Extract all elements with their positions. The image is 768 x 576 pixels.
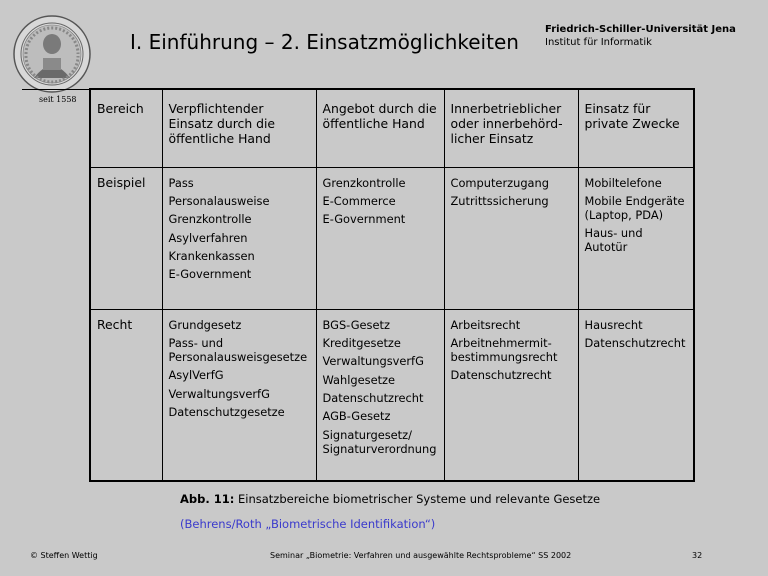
cell-line-item: BGS-Gesetz [322, 317, 390, 332]
cell-line-item: Pass- und Personalausweisgesetze [168, 335, 308, 364]
cell-line-item: VerwaltungsverfG [168, 386, 270, 401]
figure-source: (Behrens/Roth „Biometrische Identifikation“) [180, 517, 436, 531]
cell-line-item: Mobile Endgeräte (Laptop, PDA) [584, 193, 685, 222]
cell-line-item: Personalausweise [168, 193, 270, 208]
table-header-cell: Innerbetrieblicher oder innerbehörd-licher Einsatz [444, 89, 578, 167]
table-header-cell: Bereich [90, 89, 162, 167]
cell-line-item: Datenschutzrecht [450, 368, 552, 383]
cell-line-item: Grundgesetz [168, 317, 242, 332]
cell-line-item: Wahlgesetze [322, 372, 396, 387]
row-label: Beispiel [90, 167, 162, 309]
cell-line-item: Datenschutzgesetze [168, 405, 285, 420]
table-cell [578, 309, 694, 481]
table-cell [316, 167, 444, 309]
cell-line-item: E-Commerce [322, 193, 396, 208]
cell-line-item: Asylverfahren [168, 230, 248, 245]
cell-line-item: Signaturgesetz/ Signaturverordnung [322, 427, 437, 456]
usage-table [89, 88, 695, 482]
cell-line-item: Datenschutzrecht [322, 391, 424, 406]
university-seal-icon [12, 14, 92, 94]
slide-title: I. Einführung – 2. Einsatzmöglichkeiten [130, 30, 519, 54]
table-header-cell: Einsatz für private Zwecke [578, 89, 694, 167]
table-row [90, 309, 694, 481]
cell-line-item: Kreditgesetze [322, 335, 401, 350]
cell-line-item: Zutrittssicherung [450, 193, 549, 208]
cell-line-item: Mobiltelefone [584, 175, 662, 190]
footer-author: © Steffen Wettig [30, 551, 98, 560]
cell-line-item: E-Government [322, 212, 406, 227]
table-header-cell: Angebot durch die öffentliche Hand [316, 89, 444, 167]
cell-line-item: Datenschutzrecht [584, 335, 686, 350]
figure-caption [180, 492, 600, 506]
table-header-cell: Verpflichtender Einsatz durch die öffentliche Hand [162, 89, 316, 167]
table-cell [316, 309, 444, 481]
cell-line-item: Grenzkontrolle [168, 212, 252, 227]
cell-line-item: E-Government [168, 267, 252, 282]
footer-page-number: 32 [692, 551, 703, 560]
cell-line-item: AsylVerfG [168, 368, 224, 383]
cell-line-item: Pass [168, 175, 194, 190]
header-rule [22, 89, 89, 90]
cell-line-item: VerwaltungsverfG [322, 354, 424, 369]
table-cell [444, 309, 578, 481]
cell-line-item: AGB-Gesetz [322, 409, 391, 424]
row-label: Recht [90, 309, 162, 481]
table-header-row [90, 89, 694, 167]
cell-line-item: Krankenkassen [168, 249, 255, 264]
table-cell [578, 167, 694, 309]
table-cell [162, 309, 316, 481]
cell-line-item: Arbeitnehmermit-bestimmungsrecht [450, 335, 558, 364]
cell-line-item: Haus- und Autotür [584, 226, 643, 255]
cell-line-item: Hausrecht [584, 317, 643, 332]
table-cell [444, 167, 578, 309]
institute-name: Institut für Informatik [545, 37, 652, 48]
table-cell [162, 167, 316, 309]
cell-line-item: Grenzkontrolle [322, 175, 406, 190]
footer-seminar: Seminar „Biometrie: Verfahren und ausgewählte Rechtsprobleme“ SS 2002 [270, 551, 572, 560]
cell-line-item: Arbeitsrecht [450, 317, 521, 332]
seal-caption: seit 1558 [39, 95, 77, 104]
caption-label: Abb. 11: [180, 492, 235, 506]
table-row [90, 167, 694, 309]
university-name: Friedrich-Schiller-Universität Jena [545, 24, 736, 35]
cell-line-item: Computerzugang [450, 175, 549, 190]
caption-text: Einsatzbereiche biometrischer Systeme und relevante Gesetze [234, 492, 601, 506]
